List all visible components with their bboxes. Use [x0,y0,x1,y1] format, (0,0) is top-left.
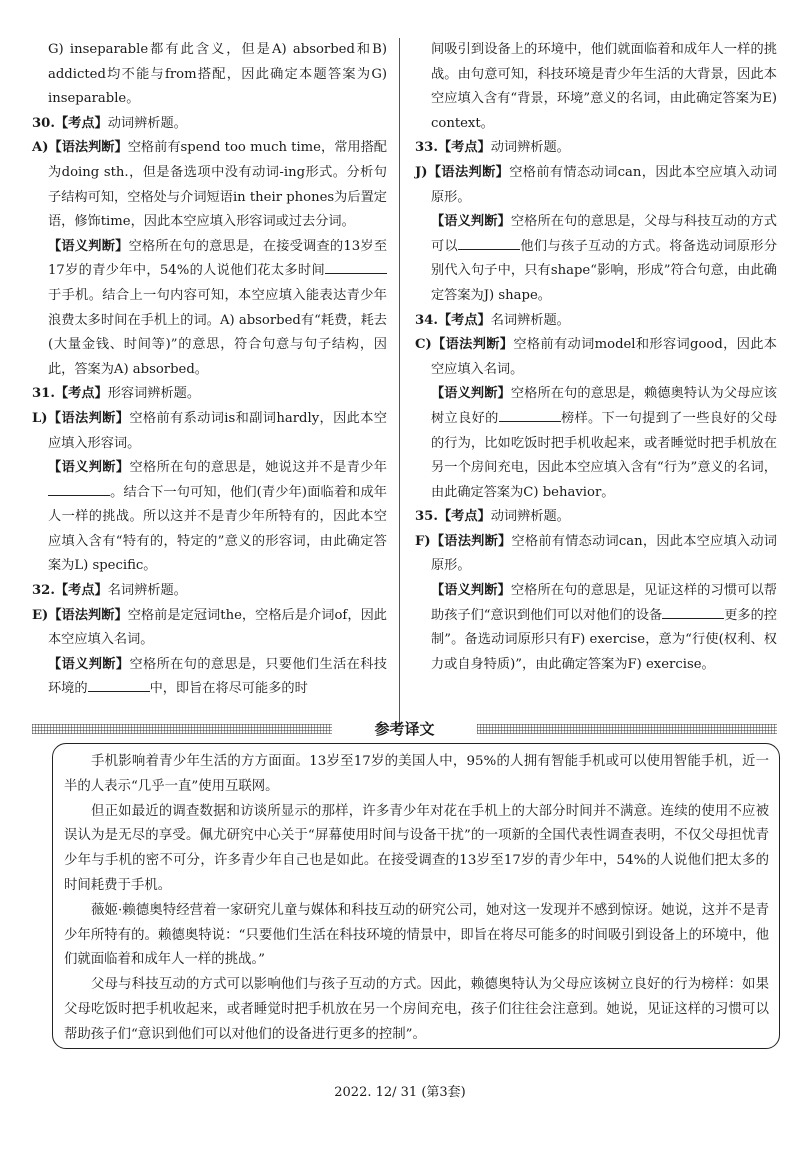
analysis-paragraph [32,38,387,112]
item-label: 31.【考点】 [32,386,108,402]
item-text: 空格前有动词model和形容词good，因此本空应填入名词。 [431,337,777,377]
analysis-paragraph [415,309,777,334]
item-label: E)【语法判断】 [32,607,128,623]
item-label: 【语义判断】 [431,386,511,402]
item-text: 空格前有情态动词can，因此本空应填入动词原形。 [431,533,777,574]
item-text: 榜样。下一句提到了一些良好的父母的行为，比如吃饭时把手机收起来，或者睡觉时把手机放在另一个房间充电，因此本空应填入含有“行为”意义的名词，由此确定答案为C) behavior。 [431,410,778,500]
item-text: 名词辨析题。 [107,583,187,599]
item-text: 空格所在句的意思是，父母与科技互动的方式可以 [431,214,777,254]
item-label: F)【语法判断】 [415,533,512,549]
analysis-paragraph [415,505,777,530]
item-text: 空格前有系动词is和副词hardly，因此本空应填入形容词。 [48,410,387,451]
item-text: 空格所在句的意思是，赖德奥特认为父母应该树立良好的 [431,386,777,426]
item-text: 动词辨析题。 [490,509,570,525]
translation-paragraph: 薇姬·赖德奥特经营着一家研究儿童与媒体和科技互动的研究公司，她对这一发现并不感到惊讶。她说，这并不是青少年所特有的。赖德奥特说：“只要他们生活在科技环境的情景中，即旨在将尽可能多的时间吸引到设备上的环境中，他们就面临着和成年人一样的挑战。” [64,902,769,968]
item-text: 间吸引到设备上的环境中，他们就面临着和成年人一样的挑战。由句意可知，科技环境是青少年生活的大背景，因此本空应填入含有“背景，环境”意义的名词，由此确定答案为E) context。 [431,42,777,131]
analysis-paragraph [32,382,387,407]
translation-paragraph: 手机影响着青少年生活的方方面面。13岁至17岁的美国人中，95%的人拥有智能手机或可以使用智能手机，近一半的人表示“几乎一直”使用互联网。 [64,754,769,794]
item-label: 34.【考点】 [415,312,491,328]
analysis-paragraph [415,333,777,382]
analysis-paragraph [32,407,387,456]
analysis-paragraph [32,456,387,579]
translation-text [64,750,769,1048]
item-text: 动词辨析题。 [107,115,187,131]
item-text: G) inseparable都有此含义，但是A) absorbed和B) addicted均不能与from搭配，因此确定本题答案为G) inseparable。 [48,42,387,107]
section-header-band [32,720,777,738]
item-label: J)【语法判断】 [415,164,510,180]
item-label: 【语义判断】 [431,214,511,230]
analysis-paragraph [415,136,777,161]
analysis-paragraph [415,382,777,505]
analysis-paragraph [415,579,777,677]
item-label: 35.【考点】 [415,509,491,525]
page-footer: 2022. 12/ 31 (第3套) [334,1085,466,1100]
item-text: 空格所在句的意思是，见证这样的习惯可以帮助孩子们“意识到他们可以对他们的设备 [431,583,777,623]
translation-paragraph: 父母与科技互动的方式可以影响他们与孩子互动的方式。因此，赖德奥特认为父母应该树立良好的行为榜样：如果父母吃饭时把手机收起来，或者睡觉时把手机放在另一个房间充电，孩子们往往会注意到。她说，见证这样的习惯可以帮助孩子们“意识到他们可以对他们的设备进行更多的控制”。 [64,977,769,1042]
item-text: 形容词辨析题。 [107,386,201,402]
analysis-paragraph [415,210,777,308]
answer-blank [325,261,387,274]
item-label: 【语义判断】 [48,238,129,254]
answer-blank [48,483,110,496]
item-text: 动词辨析题。 [490,140,570,156]
item-label: 【语义判断】 [431,583,511,599]
item-label: 【语义判断】 [48,460,130,476]
item-text: 名词辨析题。 [490,312,570,328]
left-column [32,38,387,702]
analysis-paragraph [32,604,387,653]
analysis-paragraph [32,235,387,383]
section-title: 参考译文 [374,720,435,738]
analysis-paragraph [32,136,387,234]
item-text: 他们与孩子互动的方式。将备选动词原形分别代入句子中，只有shape“影响，形成”符合句意，由此确定答案为J) shape。 [431,238,778,303]
item-label: L)【语法判断】 [32,410,130,426]
column-divider [399,38,400,726]
analysis-paragraph [415,530,777,579]
item-text: 空格所在句的意思是，只要他们生活在科技环境的 [48,656,387,697]
analysis-paragraph [32,112,387,137]
item-text: 空格所在句的意思是，她说这并不是青少年 [129,460,387,476]
item-label: 33.【考点】 [415,140,491,156]
item-label: 32.【考点】 [32,583,108,599]
hatch-decoration-left [32,724,332,734]
answer-blank [88,679,150,692]
item-label: A)【语法判断】 [32,140,128,156]
answer-blank [458,237,520,250]
item-text: 空格所在句的意思是，在接受调查的13岁至17岁的青少年中，54%的人说他们花太多时间 [48,238,388,279]
right-column [415,38,777,677]
item-label: 30.【考点】 [32,115,108,131]
analysis-paragraph [32,653,387,702]
answer-blank [499,409,561,422]
hatch-decoration-right [477,724,777,734]
item-label: C)【语法判断】 [415,337,514,353]
item-text: 中，即旨在将尽可能多的时 [149,681,308,697]
analysis-paragraph [32,579,387,604]
item-text: 空格前有情态动词can，因此本空应填入动词原形。 [431,164,777,205]
item-text: 空格前是定冠词the，空格后是介词of，因此本空应填入名词。 [48,607,387,648]
item-text: 于手机。结合上一句内容可知，本空应填入能表达青少年浪费太多时间在手机上的词。A) absorbed有“耗费，耗去(大量金钱、时间等)”的意思，符合句意与句子结构，因此，答案为A) absorbed。 [48,287,387,377]
translation-paragraph: 但正如最近的调查数据和访谈所显示的那样，许多青少年对花在手机上的大部分时间并不满意。连续的使用不应被误认为是无尽的享受。佩尤研究中心关于“屏幕使用时间与设备干扰”的一项新的全国代表性调查表明，不仅父母担忧青少年与手机的密不可分，许多青少年自己也是如此。在接受调查的13岁至17岁的青少年中，54%的人说他们把太多的时间耗费于手机。 [64,803,769,893]
item-label: 【语义判断】 [48,656,130,672]
item-text: 空格前有spend too much time，常用搭配为doing sth.，但是备选项中没有动词-ing形式。分析句子结构可知，空格处与介词短语in their phones为后置定语，修饰time，因此本空应填入形容词或过去分词。 [48,140,387,230]
item-text: 。结合下一句可知，他们(青少年)面临着和成年人一样的挑战。所以这并不是青少年所特有的，因此本空应填入含有“特有的，特定的”意义的形容词，由此确定答案为L) specific。 [48,484,387,574]
analysis-paragraph [415,161,777,210]
answer-blank [662,606,724,619]
item-text: 更多的控制”。备选动词原形只有F) exercise，意为“行使(权利、权力或自身特质)”，由此确定答案为F) exercise。 [431,607,777,672]
analysis-paragraph [415,38,777,136]
